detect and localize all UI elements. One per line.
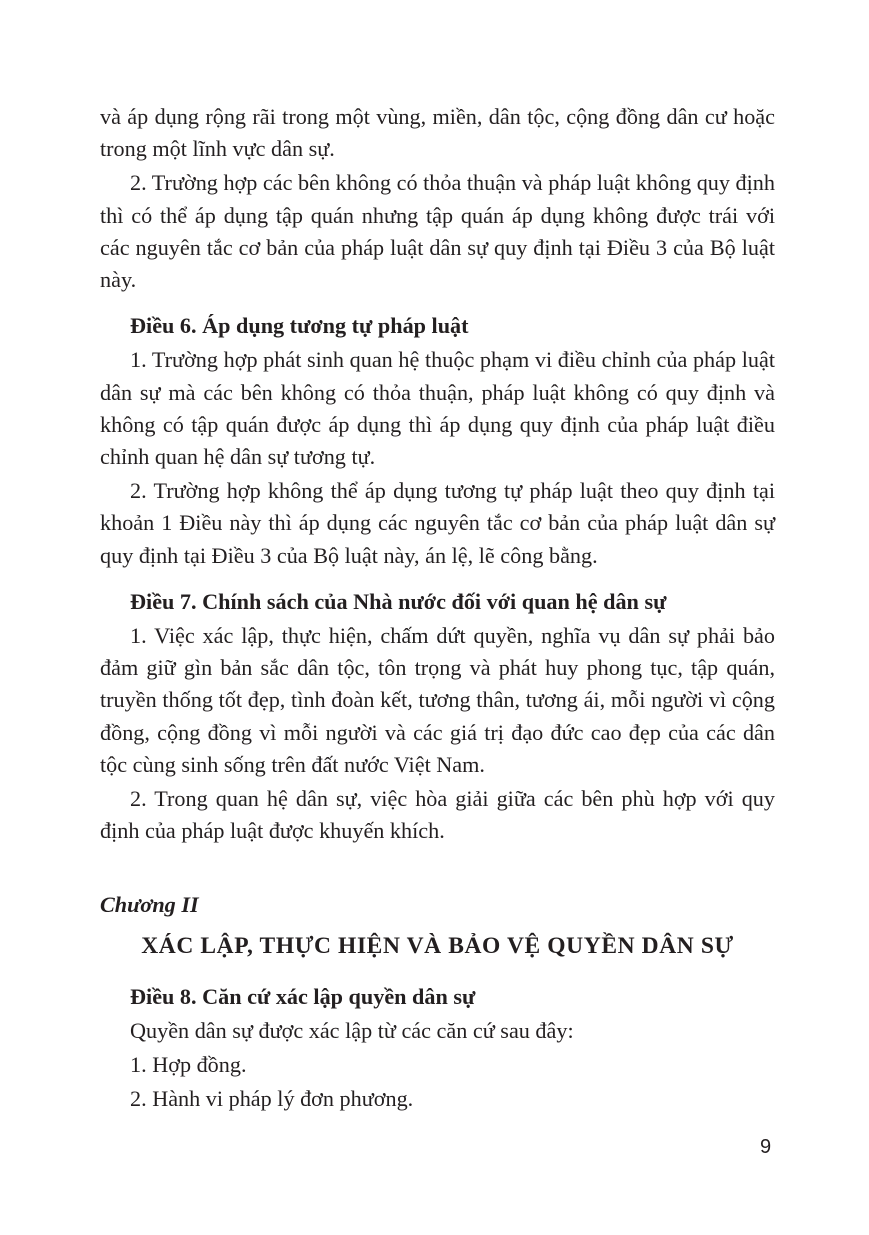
article-6-clause2: 2. Trường hợp không thể áp dụng tương tự pháp luật theo quy định tại khoản 1 Điều này thì áp dụng các nguyên tắc cơ bản của pháp luật dân sự quy định tại Điều 3 của Bộ luật này, án lệ, lẽ công bằng. (100, 478, 775, 568)
article-7-clause2: 2. Trong quan hệ dân sự, việc hòa giải giữa các bên phù hợp với quy định của pháp luật được khuyến khích. (100, 786, 775, 844)
article-8-lead: Quyền dân sự được xác lập từ các căn cứ sau đây: (130, 1018, 574, 1044)
article-6-heading: Điều 6. Áp dụng tương tự pháp luật (130, 313, 469, 339)
chapter-title: XÁC LẬP, THỰC HIỆN VÀ BẢO VỆ QUYỀN DÂN SỰ (141, 932, 734, 959)
paragraph-continued: và áp dụng rộng rãi trong một vùng, miền, dân tộc, cộng đồng dân cư hoặc trong một lĩnh vực dân sự. (100, 104, 775, 162)
article-7-clause1: 1. Việc xác lập, thực hiện, chấm dứt quyền, nghĩa vụ dân sự phải bảo đảm giữ gìn bản sắc dân tộc, tôn trọng và phát huy phong tục, tập quán, truyền thống tốt đẹp, tình đoàn kết, tương thân, tương ái, mỗi người vì cộng đồng, cộng đồng vì mỗi người và các giá trị đạo đức cao đẹp của các dân tộc cùng sinh sống trên đất nước Việt Nam. (100, 623, 775, 777)
article-8-item-2: 2. Hành vi pháp lý đơn phương. (130, 1086, 414, 1112)
article-7-heading: Điều 7. Chính sách của Nhà nước đối với quan hệ dân sự (130, 588, 667, 614)
article-8-heading: Điều 8. Căn cứ xác lập quyền dân sự (130, 983, 476, 1009)
article-8-item-1: 1. Hợp đồng. (130, 1052, 247, 1078)
article-6-clause1: 1. Trường hợp phát sinh quan hệ thuộc phạm vi điều chỉnh của pháp luật dân sự mà các bên không có thỏa thuận, pháp luật không có quy định và không có tập quán được áp dụng thì áp dụng quy định của pháp luật điều chỉnh quan hệ dân sự tương tự. (100, 347, 775, 470)
chapter-label: Chương II (100, 892, 199, 918)
page-body (100, 101, 775, 1116)
paragraph-article5-clause2: 2. Trường hợp các bên không có thỏa thuận và pháp luật không quy định thì có thể áp dụng tập quán nhưng tập quán áp dụng không được trái với các nguyên tắc cơ bản của pháp luật dân sự quy định tại Điều 3 của Bộ luật này. (100, 170, 775, 293)
page-number: 9 (760, 1136, 772, 1158)
